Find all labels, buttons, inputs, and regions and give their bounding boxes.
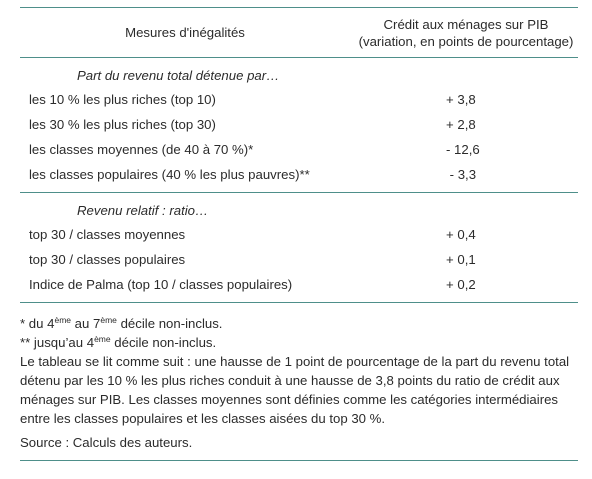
row-label: les 30 % les plus riches (top 30) [29, 117, 216, 132]
row-label: top 30 / classes populaires [29, 252, 186, 267]
header-credit-subtitle: (variation, en points de pourcentage) [358, 33, 574, 49]
table-row [20, 247, 578, 272]
row-value: - 12,6 [446, 142, 480, 157]
row-label: les classes populaires (40 % les plus pauvres)** [29, 167, 310, 182]
footnote-popular-classes: ** jusqu’au 4ème décile non-inclus. [20, 334, 217, 350]
section-relative-income-title: Revenu relatif : ratio… [77, 203, 209, 218]
row-value: - 3,3 [446, 167, 477, 182]
row-value: + 3,8 [446, 92, 476, 107]
table-row [20, 87, 578, 112]
table-header [20, 8, 578, 57]
header-credit-title: Crédit aux ménages sur PIB [383, 16, 549, 32]
row-label: les classes moyennes (de 40 à 70 %)* [29, 142, 254, 157]
row-value: + 2,8 [446, 117, 476, 132]
reading-note: Le tableau se lit comme suit : une hausse de 1 point de pourcentage de la part du revenu total détenu par les 10 % les plus riches conduit à une hausse de 3,8 points du ratio de crédit aux ménages sur PIB. Les classes moyennes sont définies comme les catégories intermédiaires entre les classes populaires et les classes aisées du top 30 %. [20, 354, 570, 426]
row-value: + 0,4 [446, 227, 476, 242]
header-credit-column [350, 16, 578, 50]
row-label: Indice de Palma (top 10 / classes populaires) [29, 277, 293, 292]
table-row [20, 272, 578, 297]
inequality-credit-table [20, 7, 578, 461]
section-income-share-title: Part du revenu total détenue par… [77, 68, 280, 83]
table-notes [20, 314, 578, 452]
bottom-rule [20, 460, 578, 461]
table-row [20, 137, 578, 162]
row-label: les 10 % les plus riches (top 10) [29, 92, 216, 107]
table-row [20, 112, 578, 137]
footnote-middle-classes: * du 4ème au 7ème décile non-inclus. [20, 315, 223, 331]
row-value: + 0,1 [446, 252, 476, 267]
table-row [20, 162, 578, 187]
row-value: + 0,2 [446, 277, 476, 292]
row-label: top 30 / classes moyennes [29, 227, 186, 242]
header-inequality-measures: Mesures d'inégalités [125, 24, 245, 40]
table-row [20, 222, 578, 247]
source-note: Source : Calculs des auteurs. [20, 435, 193, 450]
